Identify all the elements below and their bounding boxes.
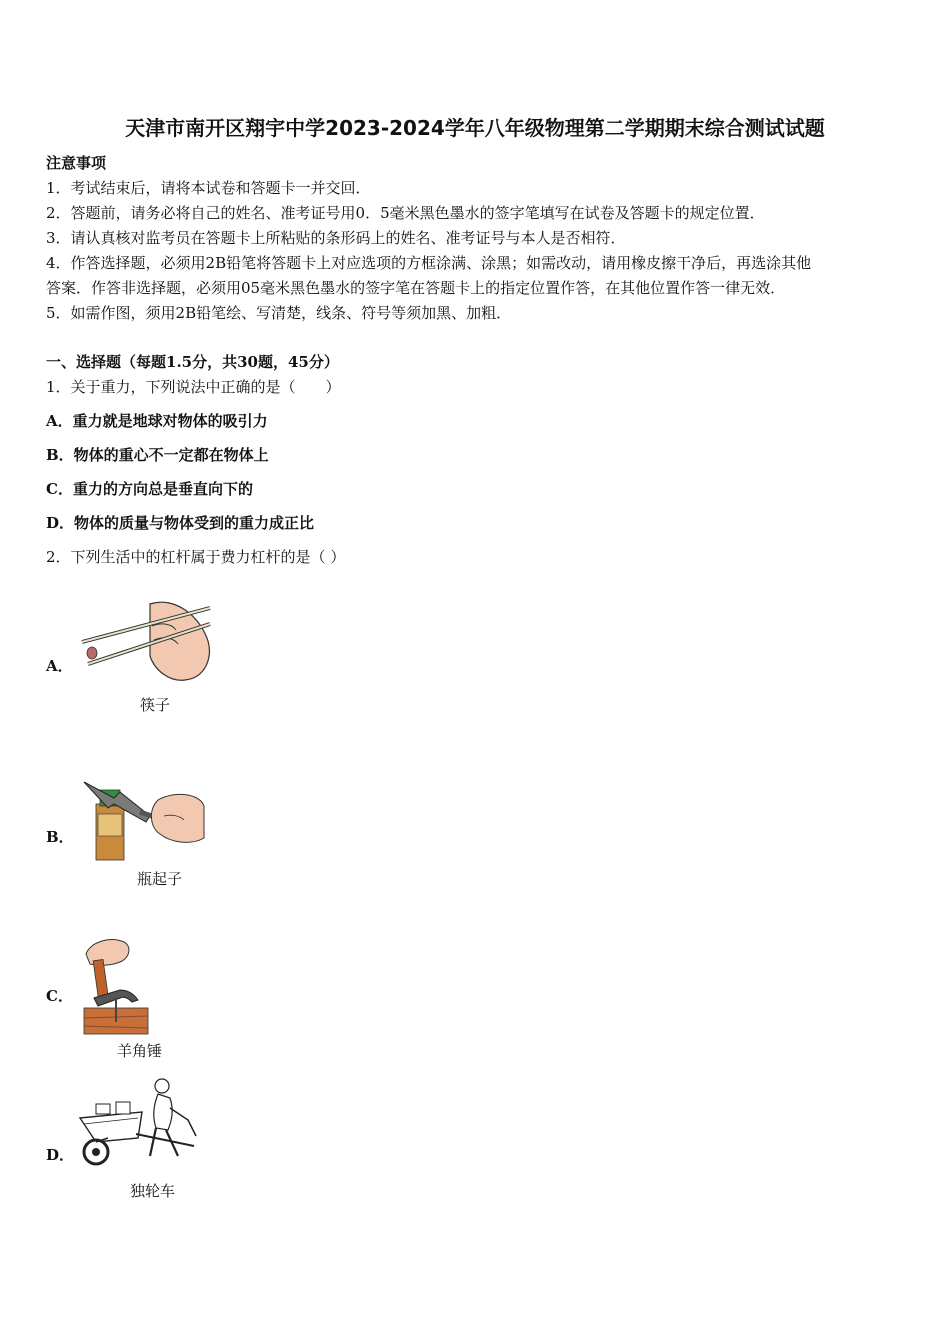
question-1-option-a: A．重力就是地球对物体的吸引力 [46, 412, 268, 430]
notice-item: 答案．作答非选择题，必须用05毫米黑色墨水的签字笔在答题卡上的指定位置作答，在其他位置作答一律无效． [46, 279, 786, 297]
page-title: 天津市南开区翔宇中学2023-2024学年八年级物理第二学期期末综合测试试题 [125, 116, 825, 140]
question-2-option-b-label: B． [46, 828, 74, 846]
question-1-option-c: C．重力的方向总是垂直向下的 [46, 480, 253, 498]
bottle-opener-icon [80, 776, 208, 861]
claw-hammer-icon [80, 936, 152, 1036]
notice-item: 2．答题前，请务必将自己的姓名、准考证号用0．5毫米黑色墨水的签字笔填写在试卷及答题卡的规定位置． [46, 204, 765, 222]
question-1-option-b: B．物体的重心不一定都在物体上 [46, 446, 269, 464]
chopsticks-icon [80, 596, 215, 686]
question-2-option-b-caption: 瓶起子 [137, 870, 183, 888]
notice-heading: 注意事项 [46, 154, 107, 172]
question-2-option-a-caption: 筷子 [140, 696, 171, 714]
question-2-option-a-label: A． [46, 657, 73, 675]
question-1-stem: 1．关于重力，下列说法中正确的是（ ） [46, 378, 341, 396]
question-2-option-c-label: C． [46, 987, 73, 1005]
notice-item: 4．作答选择题，必须用2B铅笔将答题卡上对应选项的方框涂满、涂黑；如需改动，请用橡皮擦干净后，再选涂其他 [46, 254, 812, 272]
question-2-option-d-caption: 独轮车 [130, 1182, 176, 1200]
notice-item: 5．如需作图，须用2B铅笔绘、写清楚，线条、符号等须加黑、加粗． [46, 304, 512, 322]
question-2-option-d-label: D． [46, 1146, 75, 1164]
question-1-option-d: D．物体的质量与物体受到的重力成正比 [46, 514, 315, 532]
section-heading: 一、选择题（每题1.5分，共30题，45分） [46, 353, 339, 371]
question-2-stem: 2．下列生活中的杠杆属于费力杠杆的是（ ） [46, 548, 346, 566]
notice-item: 3．请认真核对监考员在答题卡上所粘贴的条形码上的姓名、准考证号与本人是否相符． [46, 229, 626, 247]
wheelbarrow-icon [78, 1076, 203, 1168]
question-2-option-c-caption: 羊角锤 [117, 1042, 163, 1060]
notice-item: 1．考试结束后，请将本试卷和答题卡一并交回． [46, 179, 371, 197]
